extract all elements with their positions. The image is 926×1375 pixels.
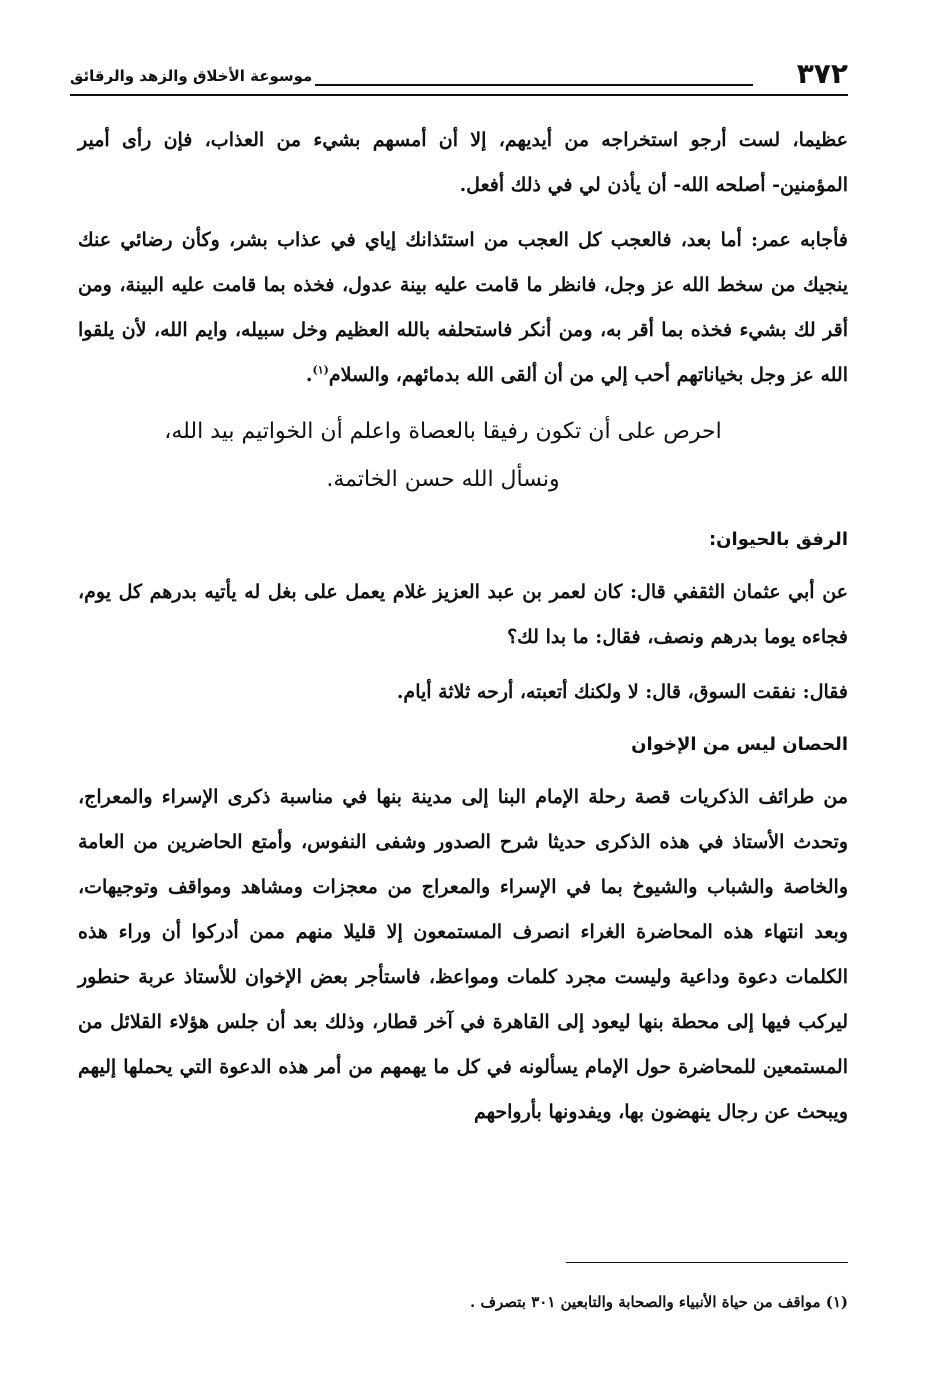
page-body	[78, 118, 848, 1135]
footnote-reference[interactable]: (١)	[312, 363, 329, 377]
section-1-paragraph-2: فقال: نفقت السوق، قال: لا ولكنك أتعبته، أرحه ثلاثة أيام.	[396, 681, 848, 703]
page-header	[70, 58, 848, 98]
paragraph-2	[78, 218, 848, 398]
page-number: ٣٧٢	[796, 57, 848, 90]
paragraph-2-end: .	[305, 364, 313, 386]
footnote-separator	[566, 1262, 848, 1263]
quote-line-1: احرص على أن تكون رفيقا بالعصاة واعلم أن الخواتيم بيد الله،	[164, 419, 722, 444]
section-2-paragraph-1: من طرائف الذكريات قصة رحلة الإمام البنا إلى مدينة بنها في مناسبة ذكرى الإسراء والمعراج، وتحدث الأستاذ في هذه الذكرى حديثا شرح الصدور وشفى النفوس، وأمتع الحاضرين من العامة والخاصة والشباب والشيوخ بما في الإسراء والمعراج من معجزات ومشاهد ومواقف وتوجيهات، وبعد انتهاء هذه المحاضرة الغراء انصرف المستمعون إلا قليلا منهم ممن أدركوا أن وراء هذه الكلمات دعوة وداعية وليست مجرد كلمات ومواعظ، فاستأجر بعض الإخوان للأستاذ عربة حنطور ليركب فيها إلى محطة بنها ليعود إلى القاهرة في آخر قطار، وذلك بعد أن جلس هؤلاء القلائل من المستمعين للمحاضرة حول الإمام يسألونه في كل ما يهمهم من أمر هذه الدعوة التي يحملها إليهم ويبحث عن رجال ينهضون بها، ويفدونها بأرواحهم	[78, 786, 848, 1123]
header-rule-short	[315, 84, 753, 86]
section-heading-animal-kindness: الرفق بالحيوان:	[708, 529, 848, 550]
section-heading-horse: الحصان ليس من الإخوان	[631, 734, 848, 755]
quote-block	[78, 408, 848, 504]
paragraph-1: عظيما، لست أرجو استخراجه من أيديهم، إلا أن أمسهم بشيء من العذاب، فإن رأى أمير المؤمنين- أصلحه الله- أن يأذن لي في ذلك أفعل.	[78, 129, 848, 196]
paragraph-2-text: فأجابه عمر: أما بعد، فالعجب كل العجب من استئذانك إياي في عذاب بشر، وكأن رضائي عنك ينجيك من سخط الله عز وجل، فانظر ما قامت عليه بينة عدول، فخذه بما قامت عليه البينة، ومن أقر لك بشيء فخذه بما أقر به، ومن أنكر فاستحلفه بالله العظيم وخل سبيله، وايم الله، لأن يلقوا الله عز وجل بخياناتهم أحب إلي من أن ألقى الله بدمائهم، والسلام	[78, 229, 849, 386]
running-title: موسوعة الأخلاق والزهد والرقائق	[70, 67, 313, 85]
section-1-paragraph-1: عن أبي عثمان الثقفي قال: كان لعمر بن عبد العزيز غلام يعمل على بغل له يأتيه بدرهم كل يوم، فجاءه يوما بدرهم ونصف، فقال: ما بدا لك؟	[78, 581, 848, 648]
header-rule	[70, 94, 848, 96]
footnote: (١) مواقف من حياة الأنبياء والصحابة والتابعين ٣٠١ بتصرف .	[470, 1293, 848, 1311]
quote-line-2: ونسأل الله حسن الخاتمة.	[326, 467, 560, 492]
